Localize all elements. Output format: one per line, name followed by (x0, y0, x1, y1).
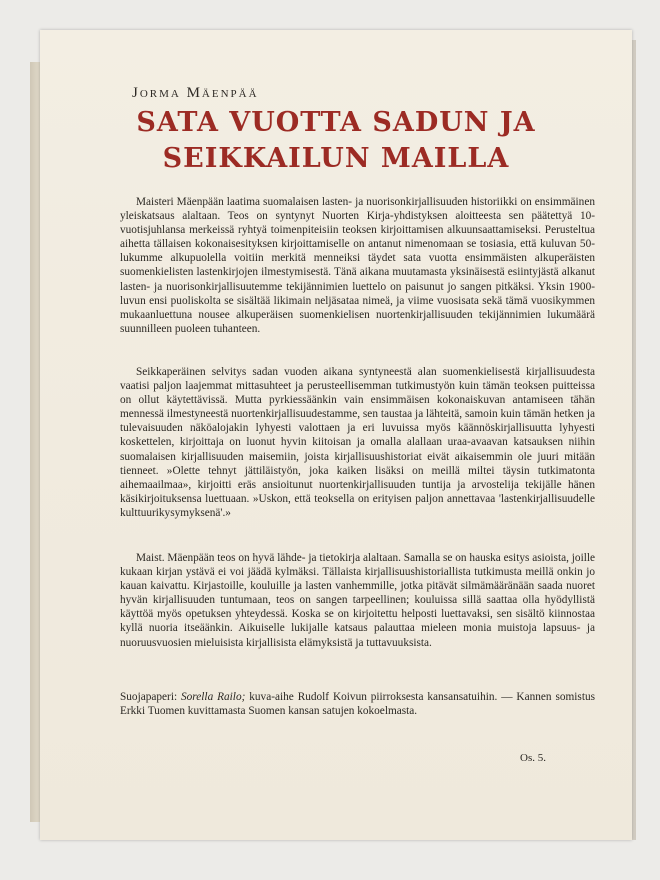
price-label: Os. 5. (520, 752, 546, 764)
credits-prefix: Suojapaperi: (120, 691, 181, 703)
credits-paper-name: Sorella Railo; (181, 691, 246, 703)
blurb-paragraph-3: Maist. Mäenpään teos on hyvä lähde- ja tietokirja alaltaan. Samalla se on hauska esitys asioista, joille kukaan kirjan ystävä ei voi jäädä kylmäksi. Tällaista kirjallisuushistoriallista tutkimusta meillä onkin jo kauan kaivattu. Kirjastoille, kouluille ja lasten vanhemmille, jotka pitävät silmämääränään saada nuoret hyvän kirjallisuuden tuntumaan, teos on sangen tarpeellinen; kouluissa sillä saattaa olla hyödyllistä käyttöä myös opetuksen yhteydessä. Koska se on kirjoitettu helposti luettavaksi, sen sisältö kiinnostaa kyllä nuoria itseäänkin. Aikuiselle lukijalle katsaus palauttaa mieleen monia muistoja lapsuus- ja nuoruusvuosien mieluisista kirjallisista elämyksistä ja tuttavuuksista. (120, 552, 595, 649)
cover-credits (120, 690, 595, 718)
book-title-line-1: SATA VUOTTA SADUN JA (136, 107, 536, 138)
blurb-paragraph-2: Seikkaperäinen selvitys sadan vuoden aikana syntyneestä alan suomenkielisestä kirjallisuudesta vaatisi paljon laajemmat mittasuhteet ja perusteellisemman tutkimustyön kuin tämän teoksen puitteissa on ollut käytettävissä. Mutta pyrkiessäänkin vain ensimmäisen kokonaiskuvan antamiseen tähän mennessä ilmestyneestä nuortenkirjallisuudestamme, sen taustaa ja lähteitä, samoin kuin tämän hetken ja tulevaisuuden näköalojakin lyhyesti valottaen ja eri luvuissa myös käännöskirjallisuutta lyhyesti koskettelen, kirjoittaja on luonut hyvin kiitoisan ja omalla alallaan uraa-avaavan katsauksen niihin suomalaisen kirjallisuuden maisemiin, joista kirjallisuushistoriat eivät aikaisemmin ole juuri mitään tienneet. »Olette tehnyt jättiläistyön, joka kaiken lisäksi on meillä miltei täysin tutkimatonta aihemaailmaa», kirjoitti eräs ansioitunut nuortenkirjallisuuden tuntija ja arvostelija tekijälle hänen käsikirjoituksensa luettuaan. »Uskon, että teoksella on erityisen paljon annettavaa 'lastenkirjallisuudelle kulttuurikysymyksenä'.» (120, 366, 595, 519)
book-back-cover (40, 30, 632, 840)
author-name: Jorma Mäenpää (132, 85, 259, 101)
book-title-line-2: SEIKKAILUN MAILLA (162, 143, 510, 174)
blurb-paragraph-1: Maisteri Mäenpään laatima suomalaisen lasten- ja nuorisonkirjallisuuden historiikki on ensimmäinen yleiskatsaus alaltaan. Teos on syntynyt Nuorten Kirja-yhdistyksen aloitteesta sen päätettyä 10-vuotisjuhlansa merkeissä ryhtyä toimenpiteisiin teoksen kirjoittamisen alkuunsaattamiseksi. Perusteltua aihetta tällaisen kokonaisesityksen kirjoittamiselle on antanut nimenomaan se tosiasia, että kuluvan 50-lukumme alkupuolella voitiin merkitä menneiksi täydet sata vuotta ensimmäisten alkuperäisten suomenkielisten lastenkirjojen ilmestymisestä. Tänä aikana muutamasta yksinäisestä esiintyjästä alkanut lasten- ja nuorisonkirjallisuutemme tekijännimien luettelo on paisunut jo sangen pitkäksi. Yksin 1900-luvun ensi puoliskolta se sisältää likimain neljäsataa nimeä, ja viime vuosisata sekä tämä vuosikymmen mukaanluettuna nousee alkuperäisen suomenkielisen nuortenkirjallisuuden tekijännimien lukumäärä suunnilleen puoleen tuhanteen. (120, 196, 595, 335)
credits-rest: kuva-aihe Rudolf Koivun piirroksesta kansansatuihin. — Kannen somistus Erkki Tuomen kuvittamasta Suomen kansan satujen kokoelmasta. (120, 691, 595, 718)
